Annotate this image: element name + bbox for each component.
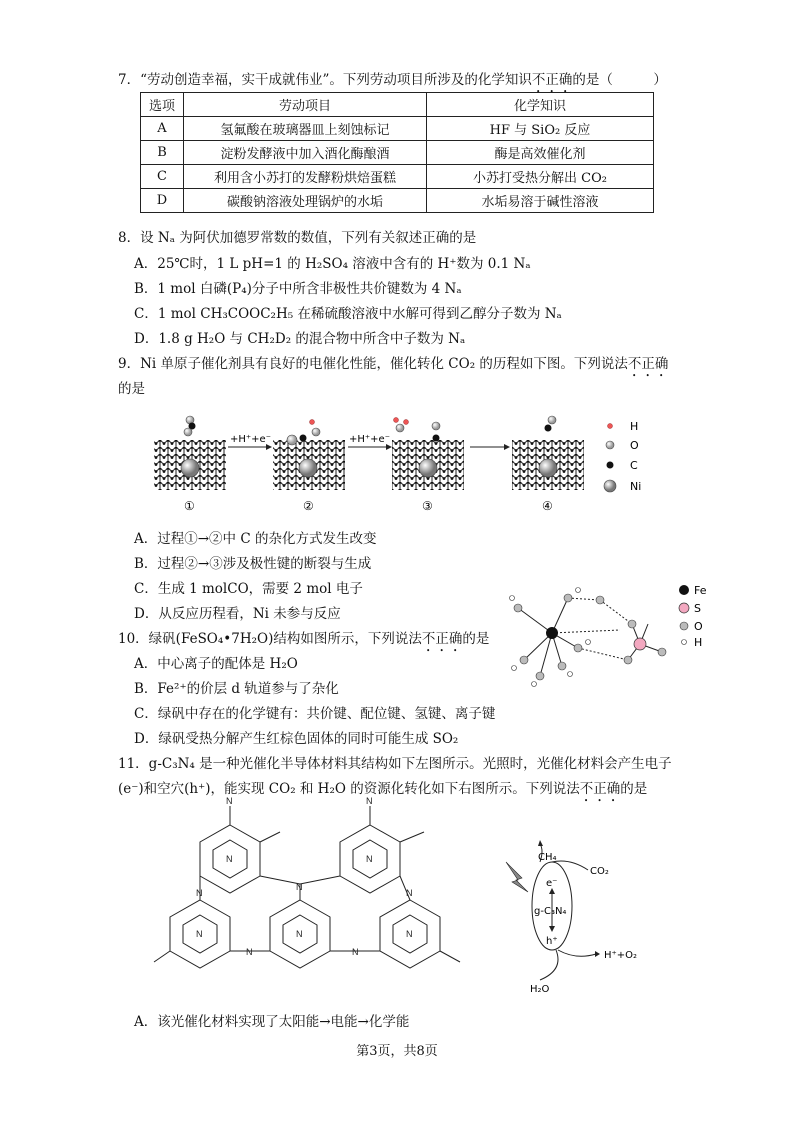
q9-stem-line2: 的是 <box>118 381 145 397</box>
q10-option-d: D．绿矾受热分解产生红棕色固体的同时可能生成 SO₂ <box>134 731 459 747</box>
q10-structure-diagram <box>500 578 720 688</box>
page-footer: 第3页，共8页 <box>356 1044 438 1059</box>
table-row: D 碳酸钠溶液处理锅炉的水垢 水垢易溶于碱性溶液 <box>141 189 654 213</box>
q8-stem: 8．设 Nₐ 为阿伏加德罗常数的数值，下列有关叙述正确的是 <box>118 230 477 246</box>
svg-text:H: H <box>694 636 703 649</box>
q9-option-a: A．过程①→②中 C 的杂化方式发生改变 <box>134 531 377 547</box>
q8-option-c: C．1 mol CH₃COOC₂H₅ 在稀硫酸溶液中水解可得到乙醇分子数为 Nₐ <box>134 306 562 322</box>
q10-stem: 10．绿矾(FeSO₄•7H₂O)结构如图所示，下列说法不正确的是 <box>118 631 490 647</box>
lightning-icon <box>506 862 528 892</box>
q10-option-a: A．中心离子的配体是 H₂O <box>134 656 298 672</box>
label-h: h⁺ <box>546 936 558 947</box>
q9-option-b: B．过程②→③涉及极性键的断裂与生成 <box>134 556 372 572</box>
label-co2: CO₂ <box>590 866 609 877</box>
svg-text:N: N <box>196 888 203 898</box>
label-ch4: CH₄ <box>538 852 557 863</box>
gc3n4-structure-diagram <box>160 796 490 990</box>
lattice-step-4 <box>512 416 584 490</box>
q7-stem: 7．“劳动创造幸福，实干成就伟业”。下列劳动项目所涉及的化学知识不正确的是（ ） <box>118 72 667 88</box>
svg-text:N: N <box>296 882 303 892</box>
q11-stem-line1: 11．g-C₃N₄ 是一种光催化半导体材料其结构如下左图所示。光照时，光催化材料会产生电子 <box>118 756 672 772</box>
step-4-label: ④ <box>542 499 553 513</box>
svg-text:O: O <box>694 620 703 633</box>
svg-text:N: N <box>352 947 359 957</box>
q10-legend <box>679 584 707 649</box>
step-3-label: ③ <box>422 499 433 513</box>
svg-text:N: N <box>406 929 413 939</box>
svg-text:N: N <box>296 929 303 939</box>
svg-text:N: N <box>366 796 373 806</box>
s-atom <box>634 638 646 650</box>
label-gc3n4: g-C₃N₄ <box>534 906 567 917</box>
step-2-label: ② <box>303 499 314 513</box>
q10-option-b: B．Fe²⁺的价层 d 轨道参与了杂化 <box>134 681 339 697</box>
arrow-2-label: +H⁺+e⁻ <box>349 434 390 445</box>
q8-option-a: A．25℃时，1 L pH=1 的 H₂SO₄ 溶液中含有的 H⁺数为 0.1 Nₐ <box>134 256 531 272</box>
q9-option-d: D．从反应历程看，Ni 未参与反应 <box>134 606 341 622</box>
q11-stem-line2: (e⁻)和空穴(h⁺)，能实现 CO₂ 和 H₂O 的资源化转化如下右图所示。下列说法不正确的是 <box>118 781 648 797</box>
q9-stem: 9．Ni 单原子催化剂具有良好的电催化性能，催化转化 CO₂ 的历程如下图。下列说法不正确 <box>118 356 669 372</box>
q8-option-b: B．1 mol 白磷(P₄)分子中所含非极性共价键数为 4 Nₐ <box>134 281 462 297</box>
fe-atom <box>546 627 558 639</box>
label-e: e⁻ <box>546 878 558 889</box>
svg-text:N: N <box>406 888 413 898</box>
arrow-1-label: +H⁺+e⁻ <box>230 434 271 445</box>
q11-option-a: A．该光催化材料实现了太阳能→电能→化学能 <box>134 1014 410 1030</box>
q10-option-c: C．绿矾中存在的化学键有：共价键、配位键、氢键、离子键 <box>134 706 496 722</box>
svg-text:S: S <box>694 602 701 615</box>
photocatalysis-diagram <box>500 840 660 1000</box>
svg-text:Ni: Ni <box>630 480 642 493</box>
svg-text:N: N <box>366 854 373 864</box>
svg-text:O: O <box>630 439 639 452</box>
q9-reaction-diagram <box>140 398 660 518</box>
table-row: B 淀粉发酵液中加入酒化酶酿酒 酶是高效催化剂 <box>141 141 654 165</box>
svg-text:Fe: Fe <box>694 584 707 597</box>
svg-text:N: N <box>226 854 233 864</box>
svg-text:H: H <box>630 420 639 433</box>
table-header-row: 选项 劳动项目 化学知识 <box>141 93 654 117</box>
label-hplus-o2: H⁺+O₂ <box>604 950 638 961</box>
svg-text:N: N <box>196 929 203 939</box>
lattice-step-3 <box>392 418 464 491</box>
step-1-label: ① <box>184 499 195 513</box>
q7-table <box>140 92 654 213</box>
table-row: A 氢氟酸在玻璃器皿上刻蚀标记 HF 与 SiO₂ 反应 <box>141 117 654 141</box>
heptazine-units <box>154 806 460 968</box>
svg-text:N: N <box>226 796 233 806</box>
q9-legend <box>604 420 641 493</box>
lattice-step-2 <box>273 420 345 491</box>
label-h2o: H₂O <box>530 984 550 995</box>
q9-option-c: C．生成 1 molCO，需要 2 mol 电子 <box>134 581 363 597</box>
svg-text:N: N <box>246 947 253 957</box>
q8-option-d: D．1.8 g H₂O 与 CH₂D₂ 的混合物中所含中子数为 Nₐ <box>134 331 466 347</box>
table-row: C 利用含小苏打的发酵粉烘焙蛋糕 小苏打受热分解出 CO₂ <box>141 165 654 189</box>
lattice-step-1 <box>154 416 226 490</box>
svg-text:C: C <box>630 459 638 472</box>
